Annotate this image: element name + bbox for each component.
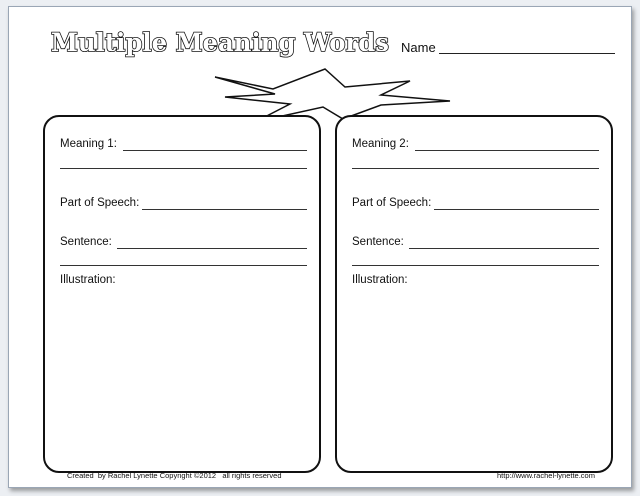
worksheet-page bbox=[8, 6, 632, 488]
part-of-speech-line[interactable] bbox=[434, 209, 599, 210]
meaning-label: Meaning 2: bbox=[352, 138, 409, 150]
meaning-line-2[interactable] bbox=[60, 168, 307, 169]
part-of-speech-label: Part of Speech: bbox=[60, 197, 140, 209]
meaning-panel-2 bbox=[335, 115, 613, 473]
name-field[interactable] bbox=[439, 53, 615, 54]
sentence-line-2[interactable] bbox=[352, 265, 599, 266]
meaning-panel-1 bbox=[43, 115, 321, 473]
sentence-label: Sentence: bbox=[60, 236, 112, 248]
svg-text:Multiple Meaning Words: Multiple Meaning Words bbox=[51, 28, 389, 57]
name-label: Name bbox=[401, 40, 436, 55]
copyright-footer: Created by Rachel Lynette Copyright ©2012 all rights reserved bbox=[67, 471, 282, 480]
meaning-line-2[interactable] bbox=[352, 168, 599, 169]
meaning-line[interactable] bbox=[415, 150, 599, 151]
website-footer[interactable]: http://www.rachel-lynette.com bbox=[497, 471, 595, 480]
illustration-label: Illustration: bbox=[60, 274, 116, 286]
part-of-speech-label: Part of Speech: bbox=[352, 197, 432, 209]
meaning-line[interactable] bbox=[123, 150, 307, 151]
meaning-label: Meaning 1: bbox=[60, 138, 117, 150]
illustration-label: Illustration: bbox=[352, 274, 408, 286]
sentence-line[interactable] bbox=[117, 248, 307, 249]
part-of-speech-line[interactable] bbox=[142, 209, 307, 210]
sentence-label: Sentence: bbox=[352, 236, 404, 248]
sentence-line[interactable] bbox=[409, 248, 599, 249]
worksheet-title bbox=[49, 21, 394, 61]
sentence-line-2[interactable] bbox=[60, 265, 307, 266]
